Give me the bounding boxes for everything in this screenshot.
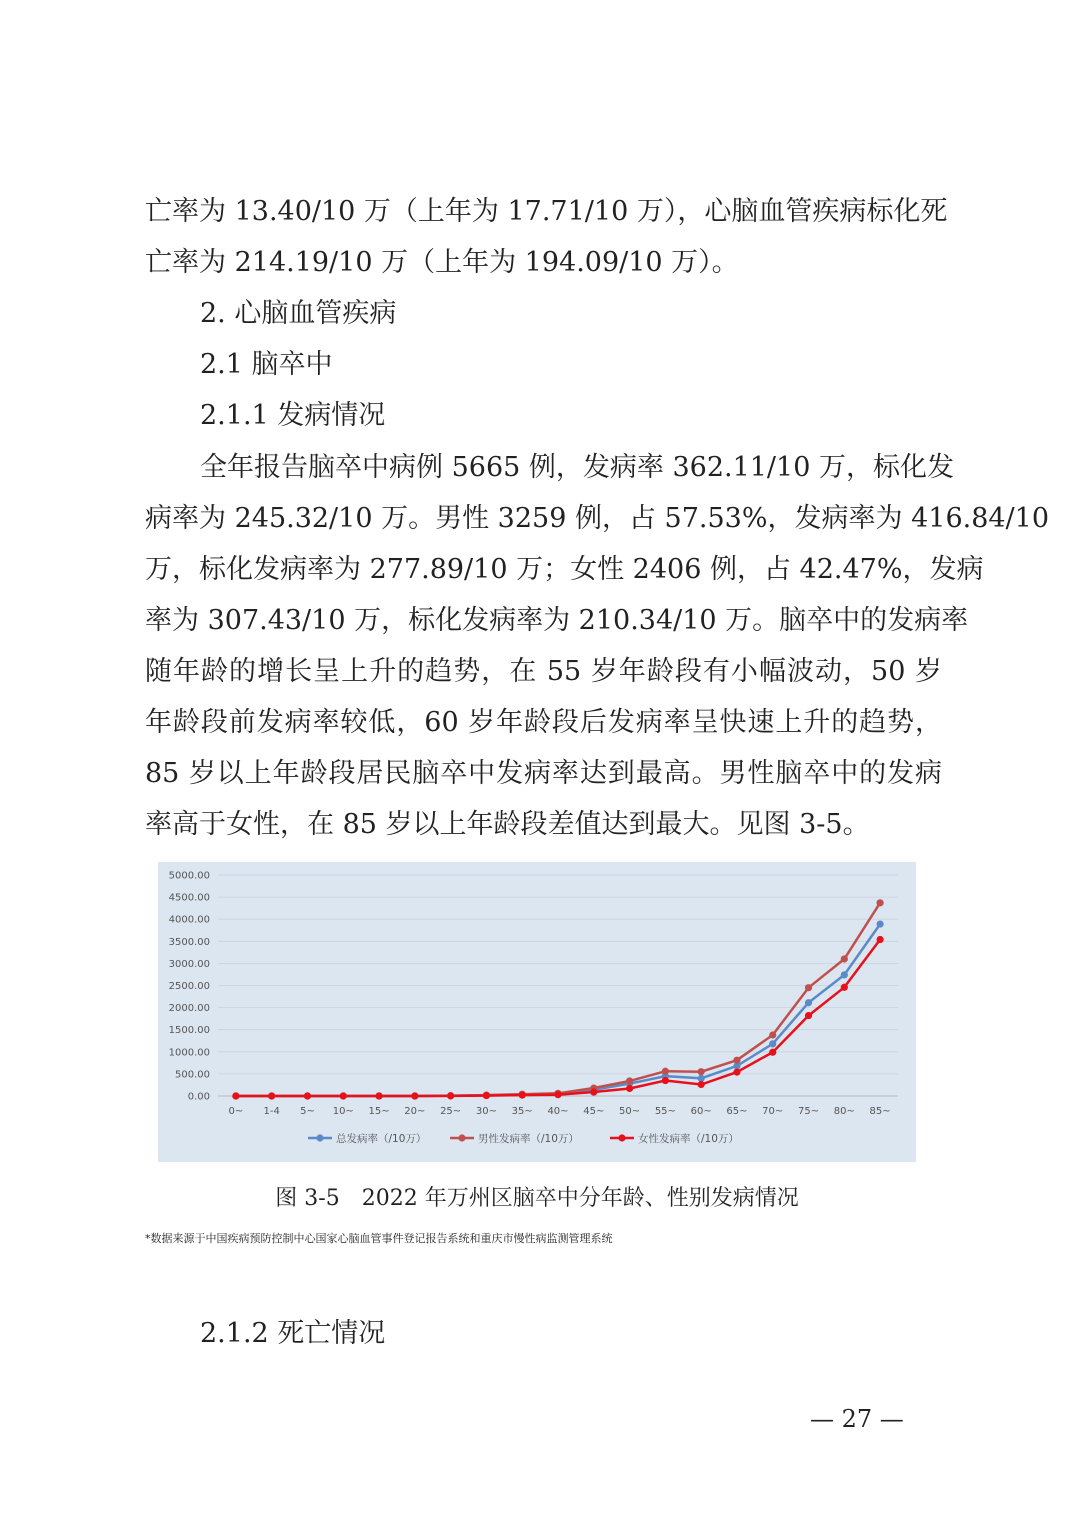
x-tick-label: 20~ [404,1106,426,1117]
x-tick-label: 10~ [332,1106,354,1117]
data-point-female [447,1092,454,1099]
chart-legend [308,1132,739,1145]
data-point-male [841,955,848,962]
y-tick-label: 1500.00 [168,1025,210,1037]
x-tick-label: 30~ [475,1106,497,1117]
x-tick-label: 50~ [619,1106,641,1117]
y-tick-label: 4000.00 [168,914,210,926]
series-lines [236,903,880,1096]
series-line-total [236,924,880,1096]
data-point-female [304,1092,311,1099]
line-chart [158,862,916,1162]
legend-marker-male [458,1134,465,1141]
subsubsection-heading: 2.1.1 发病情况 [200,400,386,431]
paragraph-line: 率高于女性，在 85 岁以上年龄段差值达到最大。见图 3-5。 [145,809,870,840]
paragraph-line: 亡率为 13.40/10 万（上年为 17.71/10 万），心脑血管疾病标化死 [145,196,948,227]
data-point-female [519,1092,526,1099]
x-tick-label: 0~ [228,1106,244,1117]
y-tick-label: 4500.00 [168,892,210,904]
data-point-female [483,1092,490,1099]
x-tick-label: 40~ [547,1106,569,1117]
chart-grid [218,875,898,1096]
data-point-female [841,984,848,991]
data-point-female [769,1049,776,1056]
x-tick-label: 65~ [726,1106,748,1117]
data-point-male [877,899,884,906]
data-point-male [769,1031,776,1038]
x-tick-label: 45~ [583,1106,605,1117]
data-point-female [662,1077,669,1084]
data-point-male [662,1068,669,1075]
x-tick-label: 75~ [797,1106,820,1117]
data-point-total [769,1040,776,1047]
paragraph-line: 率为 307.43/10 万，标化发病率为 210.34/10 万。脑卒中的发病率 [145,605,969,636]
y-tick-label: 3500.00 [168,936,210,948]
y-tick-label: 3000.00 [168,958,210,970]
data-point-female [805,1012,812,1019]
y-tick-label: 2000.00 [168,1003,210,1015]
y-tick-label: 500.00 [175,1069,210,1081]
data-point-male [805,984,812,991]
x-tick-label: 5~ [300,1106,315,1117]
data-point-female [375,1092,382,1099]
data-point-female [877,936,884,943]
x-tick-label: 85~ [869,1106,891,1117]
series-line-male [236,903,880,1096]
y-tick-label: 0.00 [187,1091,210,1103]
legend-label-total: 总发病率（/10万） [336,1133,427,1145]
data-source-footnote: *数据来源于中国疾病预防控制中心国家心脑血管事件登记报告系统和重庆市慢性病监测管理系统 [145,1232,613,1245]
series-line-female [236,940,880,1097]
data-point-male [733,1057,740,1064]
data-point-female [554,1091,561,1098]
figure-caption: 图 3-5 2022 年万州区脑卒中分年龄、性别发病情况 [275,1186,799,1211]
x-axis-ticks [218,1096,898,1117]
data-point-female [698,1081,705,1088]
data-point-total [841,971,848,978]
data-point-female [268,1092,275,1099]
data-point-female [590,1088,597,1095]
legend-marker-total [316,1134,323,1141]
data-point-female [733,1069,740,1076]
paragraph-line: 年龄段前发病率较低，60 岁年龄段后发病率呈快速上升的趋势， [145,707,942,738]
paragraph-line: 万，标化发病率为 277.89/10 万；女性 2406 例，占 42.47%，发病 [145,554,984,585]
legend-marker-female [618,1134,625,1141]
chart-svg [158,862,916,1162]
x-tick-label: 70~ [762,1106,784,1117]
x-tick-label: 55~ [654,1106,676,1117]
paragraph-line: 亡率为 214.19/10 万（上年为 194.09/10 万）。 [145,247,739,278]
y-tick-label: 1000.00 [168,1047,210,1059]
data-point-male [698,1068,705,1075]
subsubsection-heading: 2.1.2 死亡情况 [200,1318,386,1349]
paragraph-line: 85 岁以上年龄段居民脑卒中发病率达到最高。男性脑卒中的发病 [145,758,942,789]
x-tick-label: 60~ [690,1106,712,1117]
x-tick-label: 25~ [440,1106,462,1117]
legend-label-female: 女性发病率（/10万） [638,1133,739,1145]
page-number: — 27 — [810,1405,904,1433]
data-point-female [626,1085,633,1092]
data-point-female [232,1092,239,1099]
section-heading: 2. 心脑血管疾病 [200,298,397,329]
series-points [232,899,883,1099]
y-tick-label: 5000.00 [168,870,210,882]
y-axis-ticks [169,871,210,1103]
data-point-female [340,1092,347,1099]
paragraph-line: 病率为 245.32/10 万。男性 3259 例，占 57.53%，发病率为 416.84/10 [145,503,1050,534]
paragraph-line: 随年龄的增长呈上升的趋势，在 55 岁年龄段有小幅波动，50 岁 [145,656,942,687]
data-point-total [698,1075,705,1082]
paragraph-line: 全年报告脑卒中病例 5665 例，发病率 362.11/10 万，标化发 [200,452,954,483]
legend-label-male: 男性发病率（/10万） [478,1133,579,1145]
y-tick-label: 2500.00 [168,981,210,992]
data-point-total [805,999,812,1006]
x-tick-label: 35~ [511,1106,533,1117]
data-point-male [626,1077,633,1084]
subsection-heading: 2.1 脑卒中 [200,349,333,380]
data-point-female [411,1092,418,1099]
data-point-total [877,920,884,927]
x-tick-label: 15~ [368,1106,390,1117]
x-tick-label: 1-4 [263,1106,280,1117]
x-tick-label: 80~ [833,1106,855,1117]
